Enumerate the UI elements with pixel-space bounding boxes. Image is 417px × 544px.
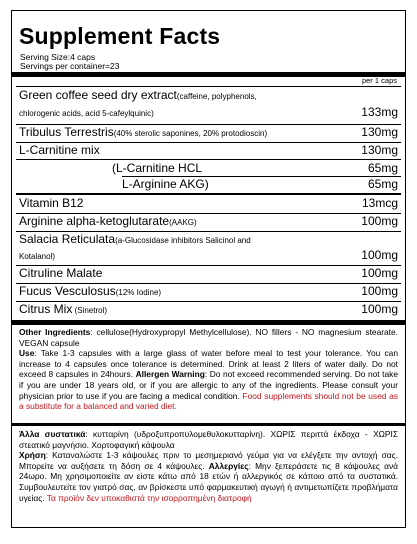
- other-ingredients-text-gr: : κυτταρίνη (υδροξυπροπυλομεθυλοκυτταρίνη). ΧΩΡΙΣ περιττά έκδοχα - ΧΩΡΙΣ στεατικό μαγνήσιο. Χορτοφαγική κάψουλα: [19, 429, 399, 450]
- ingredient-row: [19, 89, 398, 103]
- ingredient-amount: 100mg: [361, 266, 398, 280]
- ingredient-amount: 65mg: [367, 177, 398, 191]
- ingredient-amount: 100mg: [361, 248, 398, 262]
- other-ingredients: [19, 327, 398, 348]
- ingredient-row: [19, 144, 398, 157]
- use-text-gr: : Καταναλώστε 1-3 κάψουλες πριν το μεσημεριανό γεύμα για να ελέγξετε την αντοχή σας. Μπορείτε να αυξήσετε τη δόση σε 4 κάψουλες.: [19, 450, 398, 471]
- use-label-gr: Χρήση: [19, 450, 46, 461]
- ingredient-row: [19, 215, 398, 229]
- ingredient-amount: 100mg: [361, 284, 398, 298]
- ingredient-detail: chlorogenic acids, acid 5-cafeylquinic): [19, 109, 154, 118]
- ingredient-name: L-Carnitine mix: [19, 143, 100, 157]
- usage-gr: [19, 450, 398, 503]
- ingredient-detail: (a-Glucosidase inhibitors Salicinol and: [115, 236, 251, 245]
- english-notes: [19, 327, 398, 412]
- substitute-notice: Food supplements should not be used as a substitute for a balanced and varied diet.: [19, 390, 398, 412]
- other-ingredients-gr: [19, 429, 398, 450]
- ingredient-name: Salacia Reticulata: [19, 232, 116, 246]
- ingredient-detail: (12% Iodine): [115, 288, 162, 297]
- supplement-facts-panel: [11, 10, 406, 528]
- servings-per-container: Servings per container=23: [20, 61, 120, 71]
- ingredient-amount: 133mg: [361, 105, 398, 119]
- ingredient-row: [19, 233, 398, 247]
- divider: [16, 86, 401, 87]
- other-ingredients-label-gr: Άλλα συστατικά: [19, 429, 86, 439]
- ingredient-row: [122, 178, 398, 191]
- ingredient-amount: 100mg: [361, 302, 398, 316]
- substitute-notice-gr: Τα προϊόν δεν υποκαθιστά την ισορροπημένη διατροφή: [46, 492, 252, 503]
- divider: [16, 159, 401, 160]
- thick-divider: [12, 320, 405, 325]
- allergen-warning-label-gr: Αλλεργίες: [208, 460, 249, 471]
- ingredient-name: Tribulus Terrestris: [19, 125, 114, 139]
- ingredient-name: Green coffee seed dry extract: [19, 88, 177, 102]
- serving-size: Serving Size:4 caps: [20, 52, 96, 62]
- ingredient-detail: (AAKG): [169, 218, 197, 227]
- ingredient-detail: (caffeine, polyphenols,: [176, 92, 257, 101]
- ingredient-detail: (40% sterolic saponines, 20% protodioscin): [113, 129, 268, 138]
- ingredient-amount: 100mg: [361, 214, 398, 228]
- use-label: Use: [19, 348, 35, 359]
- ingredient-detail: (Sinetrol): [72, 306, 108, 315]
- allergen-warning-label: Allergen Warning: [135, 369, 205, 380]
- greek-notes: [19, 429, 398, 503]
- other-ingredients-label: Other Ingredients: [19, 327, 91, 337]
- use-text: : Take 1-3 capsules with a large glass of water before meal to test your tolerance. You can increase to 4 capsules once tolerance is determined. Drink at least 2 liters of water daily. Do not exceed 8 capsules in 24hours.: [19, 348, 398, 380]
- ingredient-row-cont: [19, 249, 398, 263]
- ingredient-row: [112, 162, 398, 175]
- thick-divider: [12, 423, 405, 426]
- allergen-warning-text: : Do not exceed recommended serving. Do not take if you are under 18 years old, or if you are allergic to any of the ingredients. Please consult your physician prior to use if you are facing a medical condition.: [19, 369, 398, 401]
- ingredient-name: Citrus Mix: [19, 302, 73, 316]
- ingredient-name: Fucus Vesculosus: [19, 284, 116, 298]
- ingredient-row: [19, 267, 398, 280]
- other-ingredients-text: : cellulose(Hydroxypropyl Methylcellulose). NO fillers - NO magnesium stearate. VEGAN capsule: [19, 327, 398, 348]
- thick-divider: [12, 72, 405, 77]
- ingredient-name: Arginine alpha-ketoglutarate: [19, 214, 170, 228]
- ingredient-row: [19, 197, 398, 210]
- divider: [16, 193, 401, 195]
- ingredient-amount: 130mg: [361, 143, 398, 157]
- ingredient-row: [19, 285, 398, 299]
- allergen-warning-text-gr: : Μην ξεπεράσετε τις 8 κάψουλες ανά 24ωρο. Μη χρησιμοποιείτε αν είστε κάτω από 18 ετών ή αλλεργικός σε κάποιο από τα συστατικά. Συμβουλευτείτε τον γιατρό σας, αν βρίσκεστε υπό φαρμακευτική αγωγή ή αντιμετωπίζετε προβλήματα υγείας.: [19, 460, 398, 503]
- ingredient-row-cont: [19, 106, 398, 120]
- usage: [19, 348, 398, 412]
- ingredient-detail: Kotalanol): [19, 252, 56, 261]
- ingredient-row: [19, 126, 398, 140]
- ingredient-name: (L-Carnitine HCL: [112, 161, 203, 175]
- ingredient-name: Vitamin B12: [19, 196, 84, 210]
- panel-title: Supplement Facts: [19, 23, 221, 49]
- ingredient-name: Citruline Malate: [19, 266, 103, 280]
- divider: [16, 301, 401, 302]
- ingredient-amount: 65mg: [367, 161, 398, 175]
- ingredient-amount: 13mcg: [361, 196, 398, 210]
- ingredient-row: [19, 303, 398, 317]
- ingredient-amount: 130mg: [361, 125, 398, 139]
- ingredient-name: L-Arginine AKG): [122, 177, 209, 191]
- per-serving-label: per 1 caps: [361, 76, 397, 85]
